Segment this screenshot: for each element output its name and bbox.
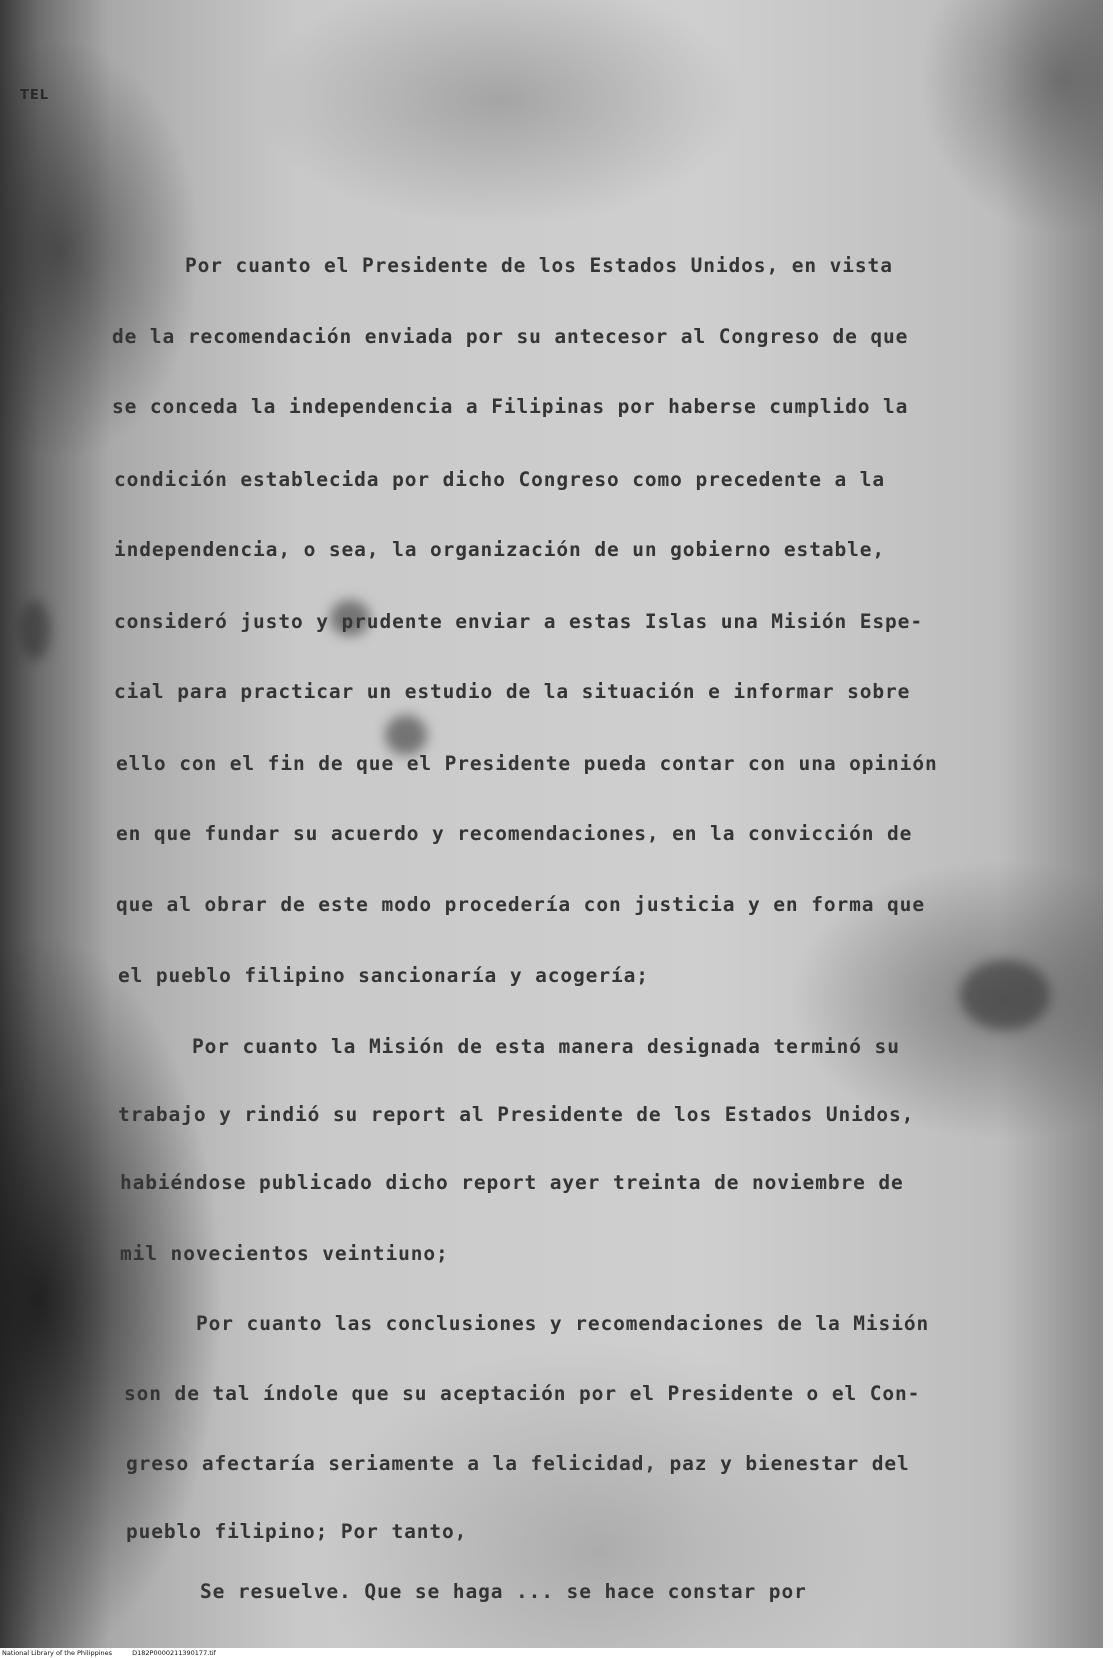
text-line: habiéndose publicado dicho report ayer treinta de noviembre de	[120, 1171, 904, 1194]
text-line: Por cuanto la Misión de esta manera designada terminó su	[192, 1035, 900, 1058]
text-line: el pueblo filipino sancionaría y acogería;	[118, 964, 649, 987]
text-line: se conceda la independencia a Filipinas por haberse cumplido la	[112, 395, 909, 418]
ink-stain	[960, 960, 1050, 1030]
text-line: Por cuanto las conclusiones y recomendaciones de la Misión	[196, 1312, 930, 1335]
text-line: son de tal índole que su aceptación por el Presidente o el Con-	[124, 1382, 921, 1405]
scan-footer	[0, 1648, 1113, 1658]
text-line: mil novecientos veintiuno;	[120, 1242, 449, 1265]
text-line: condición establecida por dicho Congreso como precedente a la	[114, 468, 886, 491]
text-line: independencia, o sea, la organización de un gobierno estable,	[114, 538, 886, 561]
ink-stain	[385, 715, 427, 755]
text-line: trabajo y rindió su report al Presidente de los Estados Unidos,	[118, 1103, 915, 1126]
file-id: D182P0000211390177.tif	[132, 1649, 216, 1657]
library-name: National Library of the Philippines	[2, 1649, 113, 1657]
text-line: pueblo filipino; Por tanto,	[126, 1520, 468, 1543]
text-line: en que fundar su acuerdo y recomendaciones, en la convicción de	[116, 822, 913, 845]
text-line: cial para practicar un estudio de la situación e informar sobre	[114, 680, 911, 703]
text-line: Por cuanto el Presidente de los Estados Unidos, en vista	[185, 254, 893, 277]
text-line: que al obrar de este modo procedería con justicia y en forma que	[116, 893, 925, 916]
text-line: consideró justo y prudente enviar a estas Islas una Misión Espe-	[114, 610, 923, 633]
ink-stain	[20, 600, 50, 660]
text-line: de la recomendación enviada por su antecesor al Congreso de que	[112, 325, 909, 348]
text-line: ello con el fin de que el Presidente pueda contar con una opinión	[116, 752, 938, 775]
corner-label: TEL	[20, 88, 50, 103]
text-line: Se resuelve. Que se haga ... se hace constar por	[200, 1580, 807, 1603]
text-line: greso afectaría seriamente a la felicidad, paz y bienestar del	[126, 1452, 910, 1475]
